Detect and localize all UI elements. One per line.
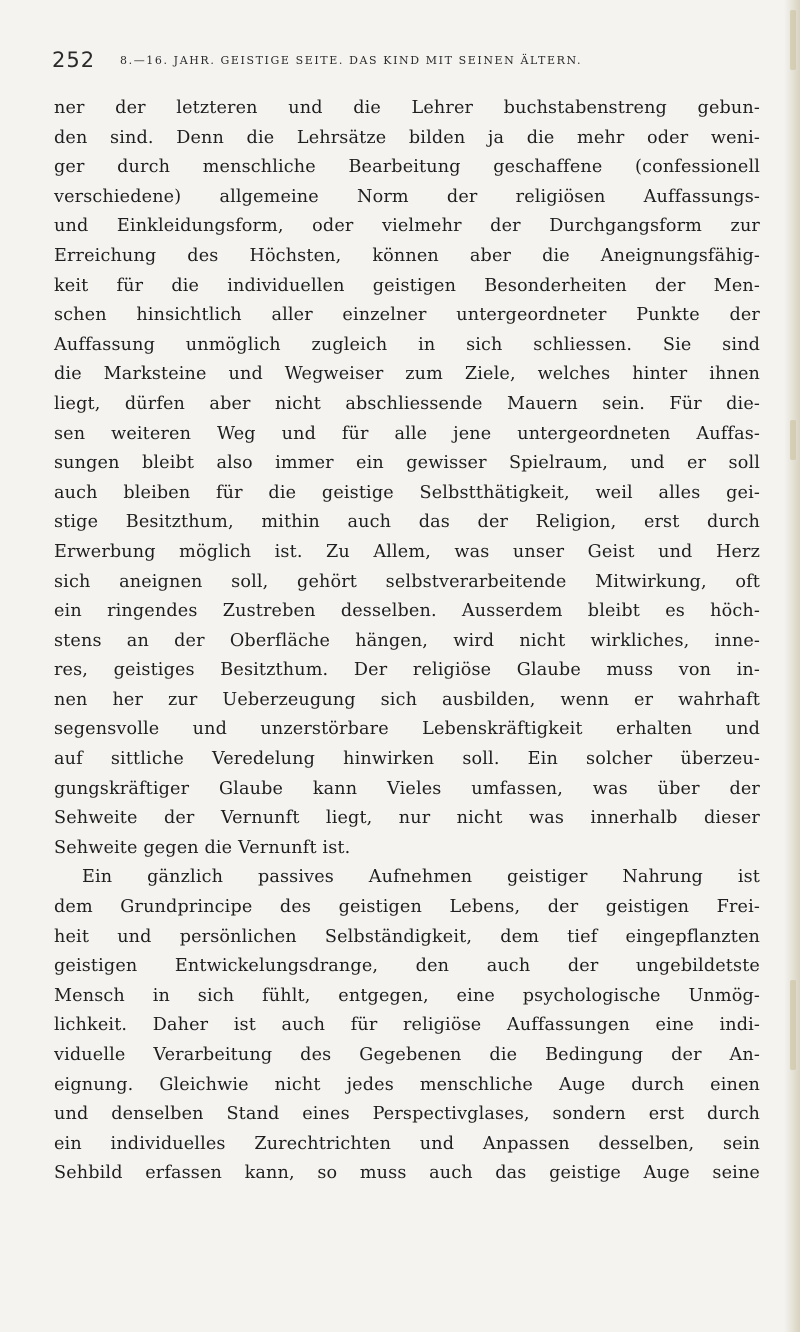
text-line: und Einkleidungsform, oder vielmehr der Durchgangsform zur <box>54 216 760 237</box>
text-line: stens an der Oberfläche hängen, wird nicht wirkliches, inne- <box>54 630 760 651</box>
text-line: auch bleiben für die geistige Selbstthätigkeit, weil alles gei- <box>54 482 760 503</box>
text-line: segensvolle und unzerstörbare Lebenskräftigkeit erhalten und <box>54 719 760 740</box>
text-line: sich aneignen soll, gehört selbstverarbeitende Mitwirkung, oft <box>54 571 760 592</box>
text-line: den sind. Denn die Lehrsätze bilden ja die mehr oder weni- <box>54 127 760 148</box>
text-line: res, geistiges Besitzthum. Der religiöse Glaube muss von in- <box>54 660 760 681</box>
text-line: Erwerbung möglich ist. Zu Allem, was unser Geist und Herz <box>54 541 760 562</box>
text-line: Sehweite der Vernunft liegt, nur nicht was innerhalb dieser <box>54 808 760 829</box>
text-line: keit für die individuellen geistigen Besonderheiten der Men- <box>54 275 760 296</box>
text-line: gungskräftiger Glaube kann Vieles umfassen, was über der <box>54 778 760 799</box>
text-line: eignung. Gleichwie nicht jedes menschliche Auge durch einen <box>54 1074 760 1095</box>
page-edge-stain <box>790 980 796 1070</box>
text-line: geistigen Entwickelungsdrange, den auch der ungebildetste <box>54 956 760 977</box>
running-head: 8.—16. JAHR. GEISTIGE SEITE. DAS KIND MIT SEINEN ÄLTERN. <box>120 54 583 67</box>
page-edge-stain <box>790 10 796 70</box>
text-line: schen hinsichtlich aller einzelner untergeordneter Punkte der <box>54 305 760 326</box>
paragraph-end-line: Sehweite gegen die Vernunft ist. <box>54 837 351 858</box>
text-line: auf sittliche Veredelung hinwirken soll. Ein solcher überzeu- <box>54 749 760 770</box>
text-line: liegt, dürfen aber nicht abschliessende Mauern sein. Für die- <box>54 393 760 414</box>
text-line: verschiedene) allgemeine Norm der religiösen Auffassungs- <box>54 186 760 207</box>
text-line: sen weiteren Weg und für alle jene untergeordneten Auffas- <box>54 423 760 444</box>
text-line: und denselben Stand eines Perspectivglases, sondern erst durch <box>54 1104 760 1125</box>
text-line: lichkeit. Daher ist auch für religiöse Auffassungen eine indi- <box>54 1015 760 1036</box>
text-line: heit und persönlichen Selbständigkeit, dem tief eingepflanzten <box>54 926 760 947</box>
page-header <box>52 48 760 78</box>
text-line: Erreichung des Höchsten, können aber die Aneignungsfähig- <box>54 245 760 266</box>
text-line: viduelle Verarbeitung des Gegebenen die Bedingung der An- <box>54 1045 760 1065</box>
paragraph-start-line: Ein gänzlich passives Aufnehmen geistiger Nahrung ist <box>82 867 760 888</box>
text-line: stige Besitzthum, mithin auch das der Religion, erst durch <box>54 512 760 533</box>
text-line: sungen bleibt also immer ein gewisser Spielraum, und er soll <box>54 453 760 474</box>
text-line: Auffassung unmöglich zugleich in sich schliessen. Sie sind <box>54 334 760 355</box>
text-line: Mensch in sich fühlt, entgegen, eine psychologische Unmög- <box>54 985 760 1006</box>
text-line: ein ringendes Zustreben desselben. Ausserdem bleibt es höch- <box>54 601 760 622</box>
text-line: ein individuelles Zurechtrichten und Anpassen desselben, sein <box>54 1133 760 1154</box>
text-line: die Marksteine und Wegweiser zum Ziele, welches hinter ihnen <box>54 364 760 385</box>
text-line: ger durch menschliche Bearbeitung geschaffene (confessionell <box>54 157 760 178</box>
page-edge-stain <box>790 420 796 460</box>
text-line: Sehbild erfassen kann, so muss auch das geistige Auge seine <box>54 1163 760 1184</box>
page-number: 252 <box>52 48 96 72</box>
text-line: dem Grundprincipe des geistigen Lebens, der geistigen Frei- <box>54 897 760 918</box>
text-line: nen her zur Ueberzeugung sich ausbilden, wenn er wahrhaft <box>54 689 760 710</box>
page-edge-shadow <box>784 0 800 1332</box>
text-line: ner der letzteren und die Lehrer buchstabenstreng gebun- <box>54 98 760 118</box>
body-text <box>54 94 760 1189</box>
